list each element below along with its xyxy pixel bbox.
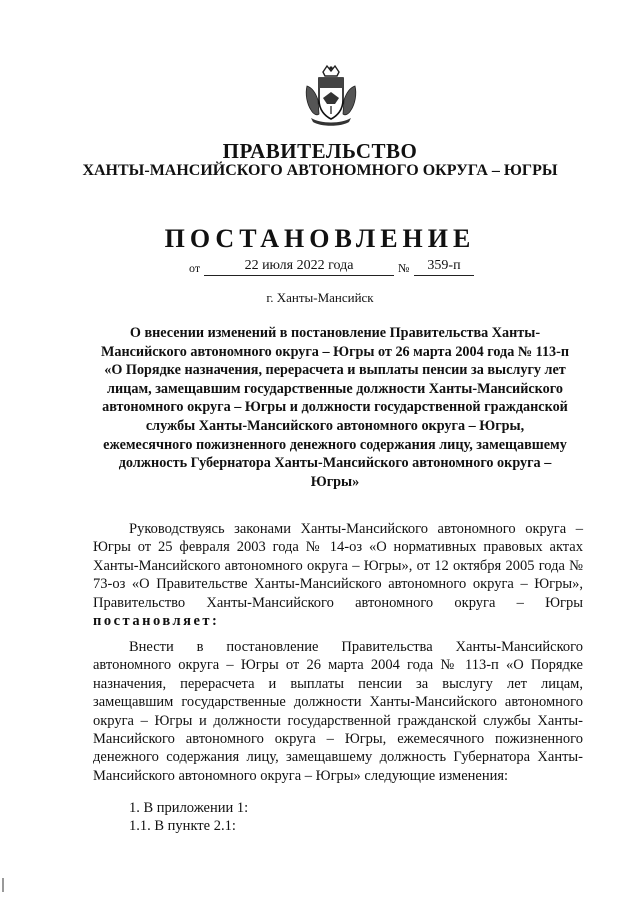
amendment-paragraph: Внести в постановление Правительства Ханты-Мансийского автономного округа – Югры от 26 марта 2004 года № 113-п «О Порядке назначения, перерасчета и выплаты пенсии за выслугу лет лицам, замещавшим государственные должности Ханты-Мансийского автономного округа – Югры и должности государственной гражданской службы Ханты-Мансийского автономного округа – Югры, ежемесячного пожизненного денежного содержания лицу, замещавшему должность Губернатора Ханты-Мансийского автономного округа – Югры» следующие изменения:	[93, 639, 583, 784]
document-title: О внесении изменений в постановление Правительства Ханты-Мансийского автономного округа – Югры от 26 марта 2004 года № 113-п «О Порядке назначения, перерасчета и выплаты пенсии за выслугу лет лицам, замещавшим государственные должности Ханты-Мансийского автономного округа – Югры и должности государственной гражданской службы Ханты-Мансийского автономного округа – Югры, ежемесячного пожизненного денежного содержания лицу, замещавшему должность Губернатора Ханты-Мансийского автономного округа – Югры»	[100, 325, 570, 490]
coat-of-arms-emblem-icon	[301, 64, 361, 128]
list-item: 1. В приложении 1:	[129, 800, 249, 816]
date-underline	[204, 275, 394, 276]
city-line: г. Ханты-Мансийск	[266, 290, 374, 305]
number-underline	[414, 275, 474, 276]
document-type: ПОСТАНОВЛЕНИЕ	[164, 224, 476, 253]
region-title: ХАНТЫ-МАНСИЙСКОГО АВТОНОМНОГО ОКРУГА – ЮГРЫ	[82, 162, 558, 179]
document-number: 359-п	[427, 258, 461, 273]
government-title: ПРАВИТЕЛЬСТВО	[222, 139, 418, 163]
date-prefix: от	[189, 261, 201, 275]
margin-mark	[2, 878, 4, 892]
document-date: 22 июля 2022 года	[244, 258, 354, 273]
number-prefix: №	[398, 261, 410, 275]
preamble-paragraph	[93, 520, 583, 630]
preamble-text: Руководствуясь законами Ханты-Мансийского автономного округа – Югры от 25 февраля 2003 года № 14-оз «О нормативных правовых актах Ханты-Мансийского автономного округа – Югры», от 12 октября 2005 года № 73-оз «О Правительстве Ханты-Мансийского автономного округа – Югры», Правительство Ханты-Мансийского автономного округа – Югры	[93, 521, 583, 611]
decree-word: постановляет:	[93, 613, 220, 630]
list-item: 1.1. В пункте 2.1:	[129, 818, 236, 834]
